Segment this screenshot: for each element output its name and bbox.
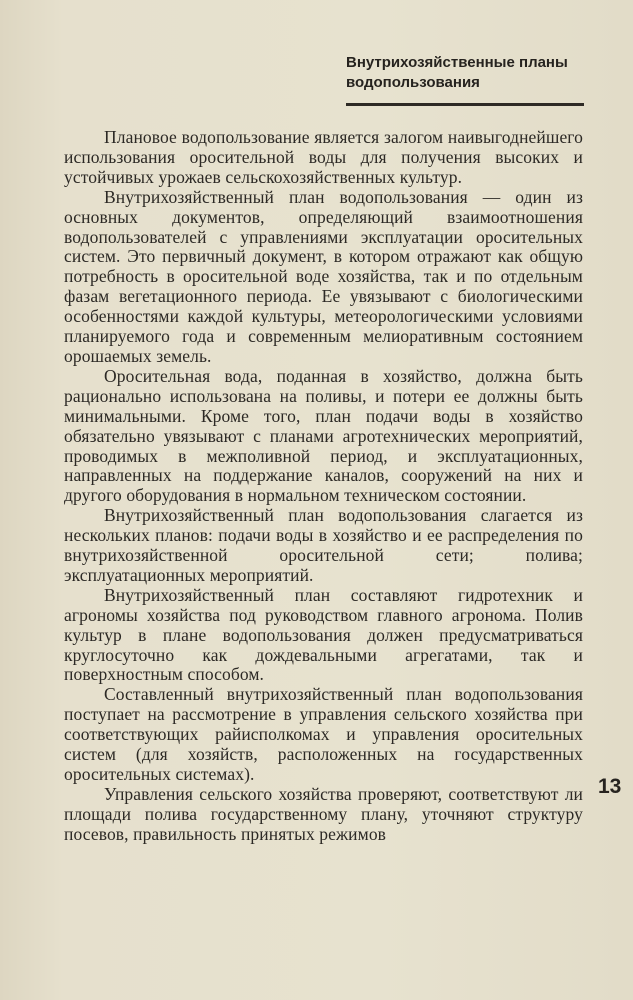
paragraph: Внутрихозяйственный план составляют гидротехник и агрономы хозяйства под руководством главного агронома. Полив культур в плане водопользования должен предусматриваться круглосуточно как дождевальными агрегатами, так и поверхностным способом. [64,584,583,685]
section-header [346,53,584,106]
paragraph: Оросительная вода, поданная в хозяйство, должна быть рационально использована на поливы, и потери ее должны быть минимальными. Кроме того, план подачи воды в хозяйство обязательно увязывают с планами агротехнических мероприятий, проводимых в межполивной период, и эксплуатационных, направленных на поддержание каналов, сооружений на них и другого оборудования в нормальном техническом состоянии. [64,365,583,506]
section-title: Внутрихозяйственные планы водопользования [346,54,568,91]
body-text [64,128,583,845]
paragraph: Плановое водопользование является залогом наивыгоднейшего использования оросительной воды для получения высоких и устойчивых урожаев сельскохозяйственных культур. [64,127,583,187]
paragraph: Внутрихозяйственный план водопользования слагается из нескольких планов: подачи воды в хозяйство и ее распределения по внутрихозяйственной оросительной сети; полива; эксплуатационных мероприятий. [64,505,583,585]
title-underline [346,103,584,106]
page-number: 13 [598,775,622,798]
paragraph: Составленный внутрихозяйственный план водопользования поступает на рассмотрение в управления сельского хозяйства при соответствующих райисполкомах и управления оросительных систем (для хозяйств, расположенных на государственных оросительных системах). [64,684,583,784]
paragraph: Управления сельского хозяйства проверяют, соответствуют ли площади полива государственному плану, уточняют структуру посевов, правильность принятых режимов [64,783,583,844]
paragraph: Внутрихозяйственный план водопользования — один из основных документов, определяющий взаимоотношения водопользователей с управлениями эксплуатации оросительных систем. Это первичный документ, в котором отражают как общую потребность в оросительной воде хозяйства, так и по отдельным фазам вегетационного периода. Ее увязывают с биологическими особенностями каждой культуры, метеорологическими условиями планируемого года и современным мелиоративным состоянием орошаемых земель. [64,186,583,366]
